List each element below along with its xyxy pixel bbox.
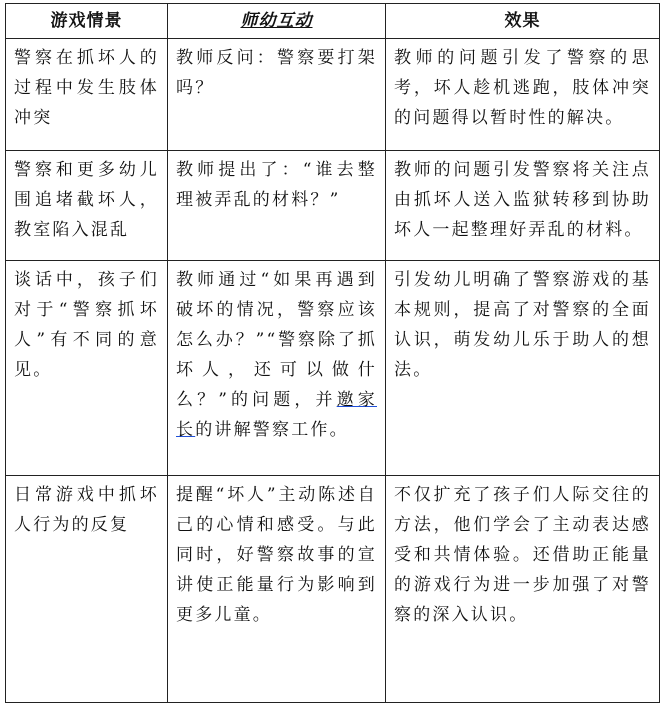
- cell-effect: 引发幼儿明确了警察游戏的基本规则，提高了对警察的全面认识，萌发幼儿乐于助人的想法。: [386, 261, 660, 476]
- cell-scene: 日常游戏中抓坏人行为的反复: [6, 476, 168, 703]
- header-row: [6, 4, 660, 39]
- table-row: [6, 151, 660, 261]
- invite-parents-link[interactable]: 邀家长: [176, 390, 377, 440]
- cell-interaction: 教师提出了：“谁去整理被弄乱的材料？”: [168, 151, 386, 261]
- table-row: [6, 476, 660, 703]
- cell-scene: 谈话中，孩子们对于“警察抓坏人”有不同的意见。: [6, 261, 168, 476]
- table-row: [6, 39, 660, 151]
- table-row: [6, 261, 660, 476]
- cell-scene: 警察在抓坏人的过程中发生肢体冲突: [6, 39, 168, 151]
- cell-interaction: [168, 261, 386, 476]
- cell-interaction: 提醒“坏人”主动陈述自己的心情和感受。与此同时，好警察故事的宣讲使正能量行为影响到更多儿童。: [168, 476, 386, 703]
- header-scene: 游戏情景: [6, 4, 168, 39]
- header-effect: 效果: [386, 4, 660, 39]
- cell-interaction: 教师反问：警察要打架吗？: [168, 39, 386, 151]
- interaction-table: [5, 3, 660, 703]
- cell-effect: 教师的问题引发警察将关注点由抓坏人送入监狱转移到协助坏人一起整理好弄乱的材料。: [386, 151, 660, 261]
- cell-scene: 警察和更多幼儿围追堵截坏人，教室陷入混乱: [6, 151, 168, 261]
- header-interaction: 师幼互动: [168, 4, 386, 39]
- interaction-text: 教师通过“如果再遇到破坏的情况，警察应该怎么办？”“警察除了抓坏人，还可以做什么？”的问题，并: [176, 270, 377, 410]
- interaction-text-end: 的讲解警察工作。: [195, 420, 349, 440]
- cell-effect: 不仅扩充了孩子们人际交往的方法，他们学会了主动表达感受和共情体验。还借助正能量的游戏行为进一步加强了对警察的深入认识。: [386, 476, 660, 703]
- cell-effect: 教师的问题引发了警察的思考，坏人趁机逃跑，肢体冲突的问题得以暂时性的解决。: [386, 39, 660, 151]
